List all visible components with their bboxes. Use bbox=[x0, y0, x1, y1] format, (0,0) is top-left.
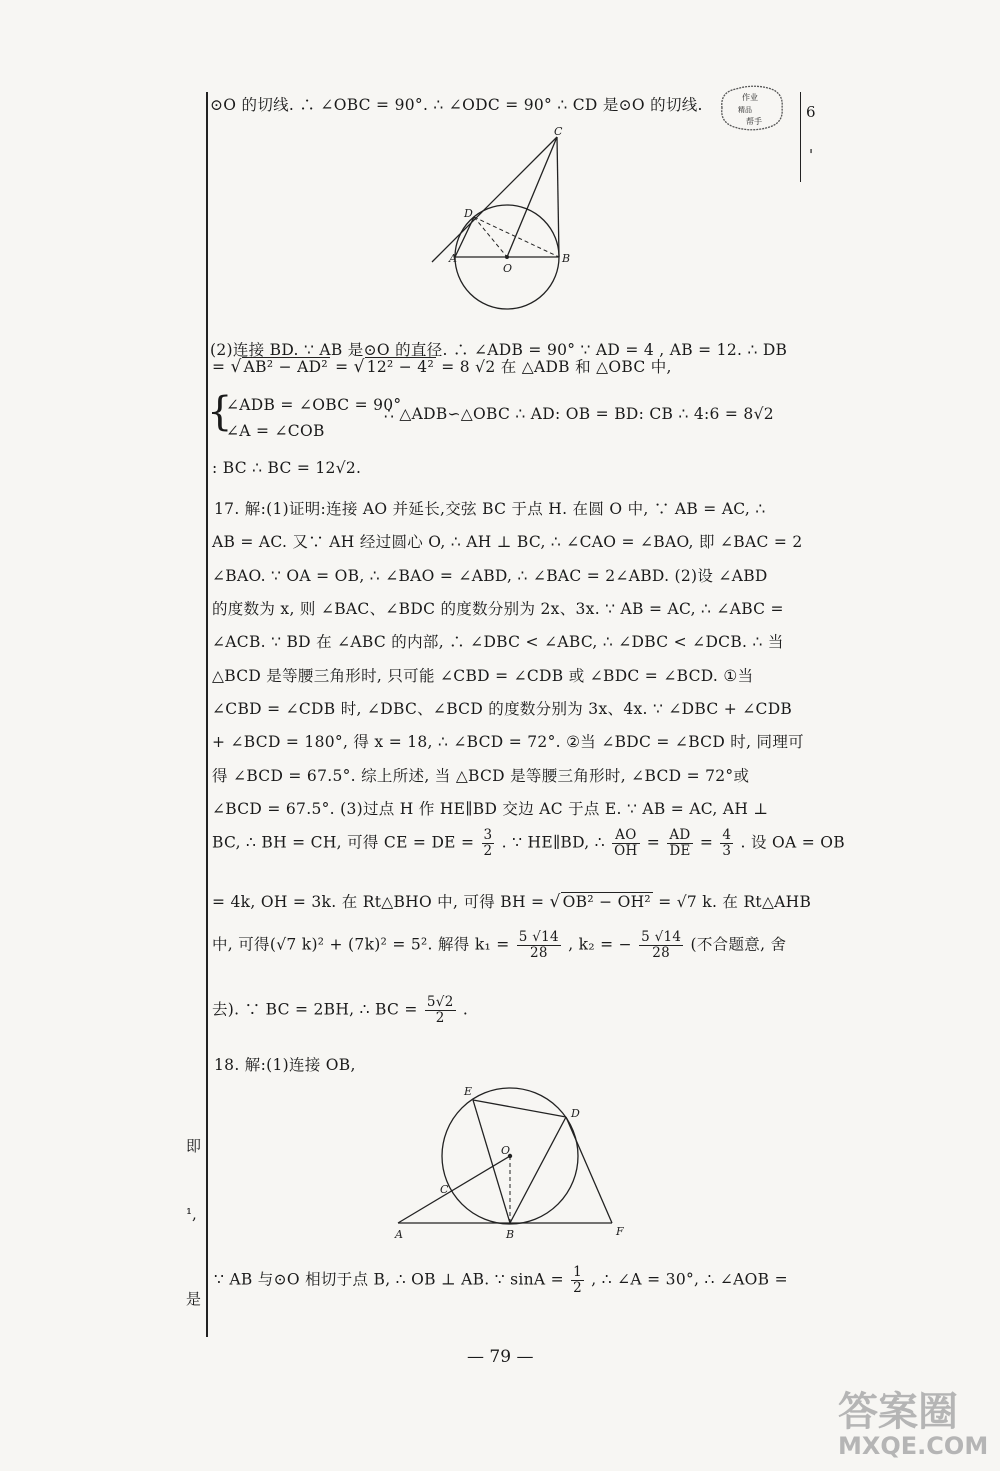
system-brace: { bbox=[207, 389, 233, 435]
text-line: ∠BCD = 67.5°. (3)过点 H 作 HE∥BD 交边 AC 于点 E. ∵ AB = AC, AH ⊥ bbox=[212, 800, 769, 818]
fraction: $\frac{5 √14}{28}$ bbox=[641, 929, 682, 961]
text-line: ∠ADB = ∠OBC = 90° bbox=[226, 396, 402, 414]
right-margin-rule bbox=[800, 92, 801, 182]
text-line: ⊙O 的切线. ∴ ∠OBC = 90°. ∴ ∠ODC = 90° ∴ CD 是⊙O 的切线. bbox=[210, 96, 703, 114]
label-o: O bbox=[503, 262, 513, 275]
text-line: BC, ∴ BH = CH, 可得 CE = DE = $\frac{3}{2}$ . ∵ HE∥BD, ∴ $\frac{AO}{OH}$ = $\frac{AD}{DE}$ = $\frac{4}{3}$ . 设 OA = OB bbox=[212, 827, 845, 859]
text-line: + ∠BCD = 180°, 得 x = 18, ∴ ∠BCD = 72°. ②当 ∠BDC = ∠BCD 时, 同理可 bbox=[212, 733, 804, 751]
text-line: ∵ AB 与⊙O 相切于点 B, ∴ OB ⊥ AB. ∵ sinA = $\frac{1}{2}$ , ∴ ∠A = 30°, ∴ ∠AOB = bbox=[214, 1264, 788, 1296]
text-line: 17. 解:(1)证明:连接 AO 并延长,交弦 BC 于点 H. 在圆 O 中, ∵ AB = AC, ∴ bbox=[214, 500, 766, 518]
fraction: $\frac{5 √14}{28}$ bbox=[518, 929, 559, 961]
label-o: O bbox=[501, 1144, 511, 1157]
label-c: C bbox=[440, 1183, 449, 1196]
fraction: $\frac{AO}{OH}$ bbox=[614, 827, 638, 859]
watermark-logo: 答案圈 bbox=[838, 1389, 958, 1435]
fraction: $\frac{AD}{DE}$ bbox=[669, 827, 691, 859]
left-margin-rule bbox=[206, 92, 208, 1337]
geometry-figure-1 bbox=[420, 125, 600, 320]
text-line: 的度数为 x, 则 ∠BAC、∠BDC 的度数分别为 2x、3x. ∵ AB = AC, ∴ ∠ABC = bbox=[212, 600, 784, 618]
label-d: D bbox=[464, 207, 473, 220]
label-a: A bbox=[449, 252, 457, 265]
text-line: 18. 解:(1)连接 OB, bbox=[214, 1056, 356, 1074]
text-line: △BCD 是等腰三角形时, 只可能 ∠CBD = ∠CDB 或 ∠BDC = ∠BCD. ①当 bbox=[212, 667, 754, 685]
side-fragment: 是 bbox=[186, 1290, 202, 1308]
page-number: — 79 — bbox=[467, 1347, 534, 1367]
text-line: AB = AC. 又∵ AH 经过圆心 O, ∴ AH ⊥ BC, ∴ ∠CAO = ∠BAO, 即 ∠BAC = 2 bbox=[212, 533, 803, 551]
text-line: = √ AB² − AD² = √ 12² − 4² = 8 √2 在 △ADB 和 △OBC 中, bbox=[212, 357, 672, 377]
text-line: = 4k, OH = 3k. 在 Rt△BHO 中, 可得 BH = √ OB² − OH² = √7 k. 在 Rt△AHB bbox=[212, 892, 812, 912]
geometry-figure-2 bbox=[390, 1075, 640, 1245]
fraction: $\frac{4}{3}$ bbox=[722, 827, 732, 859]
text-line: 得 ∠BCD = 67.5°. 综上所述, 当 △BCD 是等腰三角形时, ∠BCD = 72°或 bbox=[212, 767, 750, 785]
svg-text:精品: 精品 bbox=[738, 106, 752, 114]
label-b: B bbox=[506, 1228, 515, 1241]
label-a: A bbox=[395, 1228, 403, 1241]
fraction: $\frac{3}{2}$ bbox=[483, 827, 493, 859]
text-line: ∠CBD = ∠CDB 时, ∠DBC、∠BCD 的度数分别为 3x、4x. ∵ ∠DBC + ∠CDB bbox=[212, 700, 793, 718]
stamp-seal bbox=[716, 82, 788, 134]
label-d: D bbox=[571, 1107, 580, 1120]
label-e: E bbox=[464, 1085, 473, 1098]
side-fragment: ' bbox=[809, 146, 814, 164]
side-fragment: ¹, bbox=[186, 1205, 197, 1223]
fraction: $\frac{1}{2}$ bbox=[573, 1264, 583, 1296]
side-fragment: 即 bbox=[186, 1137, 202, 1155]
text-line: 中, 可得(√7 k)² + (7k)² = 5². 解得 k₁ = $\frac{5 √14}{28}$ , k₂ = − $\frac{5 √14}{28}$ (不合题意, 舍 bbox=[212, 929, 787, 961]
text-line: 去). ∵ BC = 2BH, ∴ BC = $\frac{5√2}{2}$ . bbox=[212, 994, 469, 1026]
label-f: F bbox=[616, 1225, 624, 1238]
text-line: (2)连接 BD. ∵ AB 是⊙O 的直径. ∴ ∠ADB = 90° ∵ AD = 4 , AB = 12. ∴ DB bbox=[210, 341, 788, 359]
label-b: B bbox=[562, 252, 571, 265]
svg-text:帮手: 帮手 bbox=[746, 117, 762, 126]
label-c: C bbox=[554, 125, 563, 138]
svg-text:作业: 作业 bbox=[742, 93, 758, 102]
text-line: ∴ △ADB∽△OBC ∴ AD: OB = BD: CB ∴ 4:6 = 8√2 bbox=[384, 405, 774, 423]
text-line: : BC ∴ BC = 12√2. bbox=[212, 459, 362, 477]
fraction: $\frac{5√2}{2}$ bbox=[426, 994, 454, 1026]
text-line: ∠BAO. ∵ OA = OB, ∴ ∠BAO = ∠ABD, ∴ ∠BAC = 2∠ABD. (2)设 ∠ABD bbox=[212, 567, 768, 585]
watermark-url: MXQE.COM bbox=[838, 1432, 989, 1460]
text-line: ∠A = ∠COB bbox=[226, 422, 325, 440]
text-line: ∠ACB. ∵ BD 在 ∠ABC 的内部, ∴ ∠DBC < ∠ABC, ∴ ∠DBC < ∠DCB. ∴ 当 bbox=[212, 633, 784, 651]
side-fragment: 6 bbox=[806, 103, 816, 121]
